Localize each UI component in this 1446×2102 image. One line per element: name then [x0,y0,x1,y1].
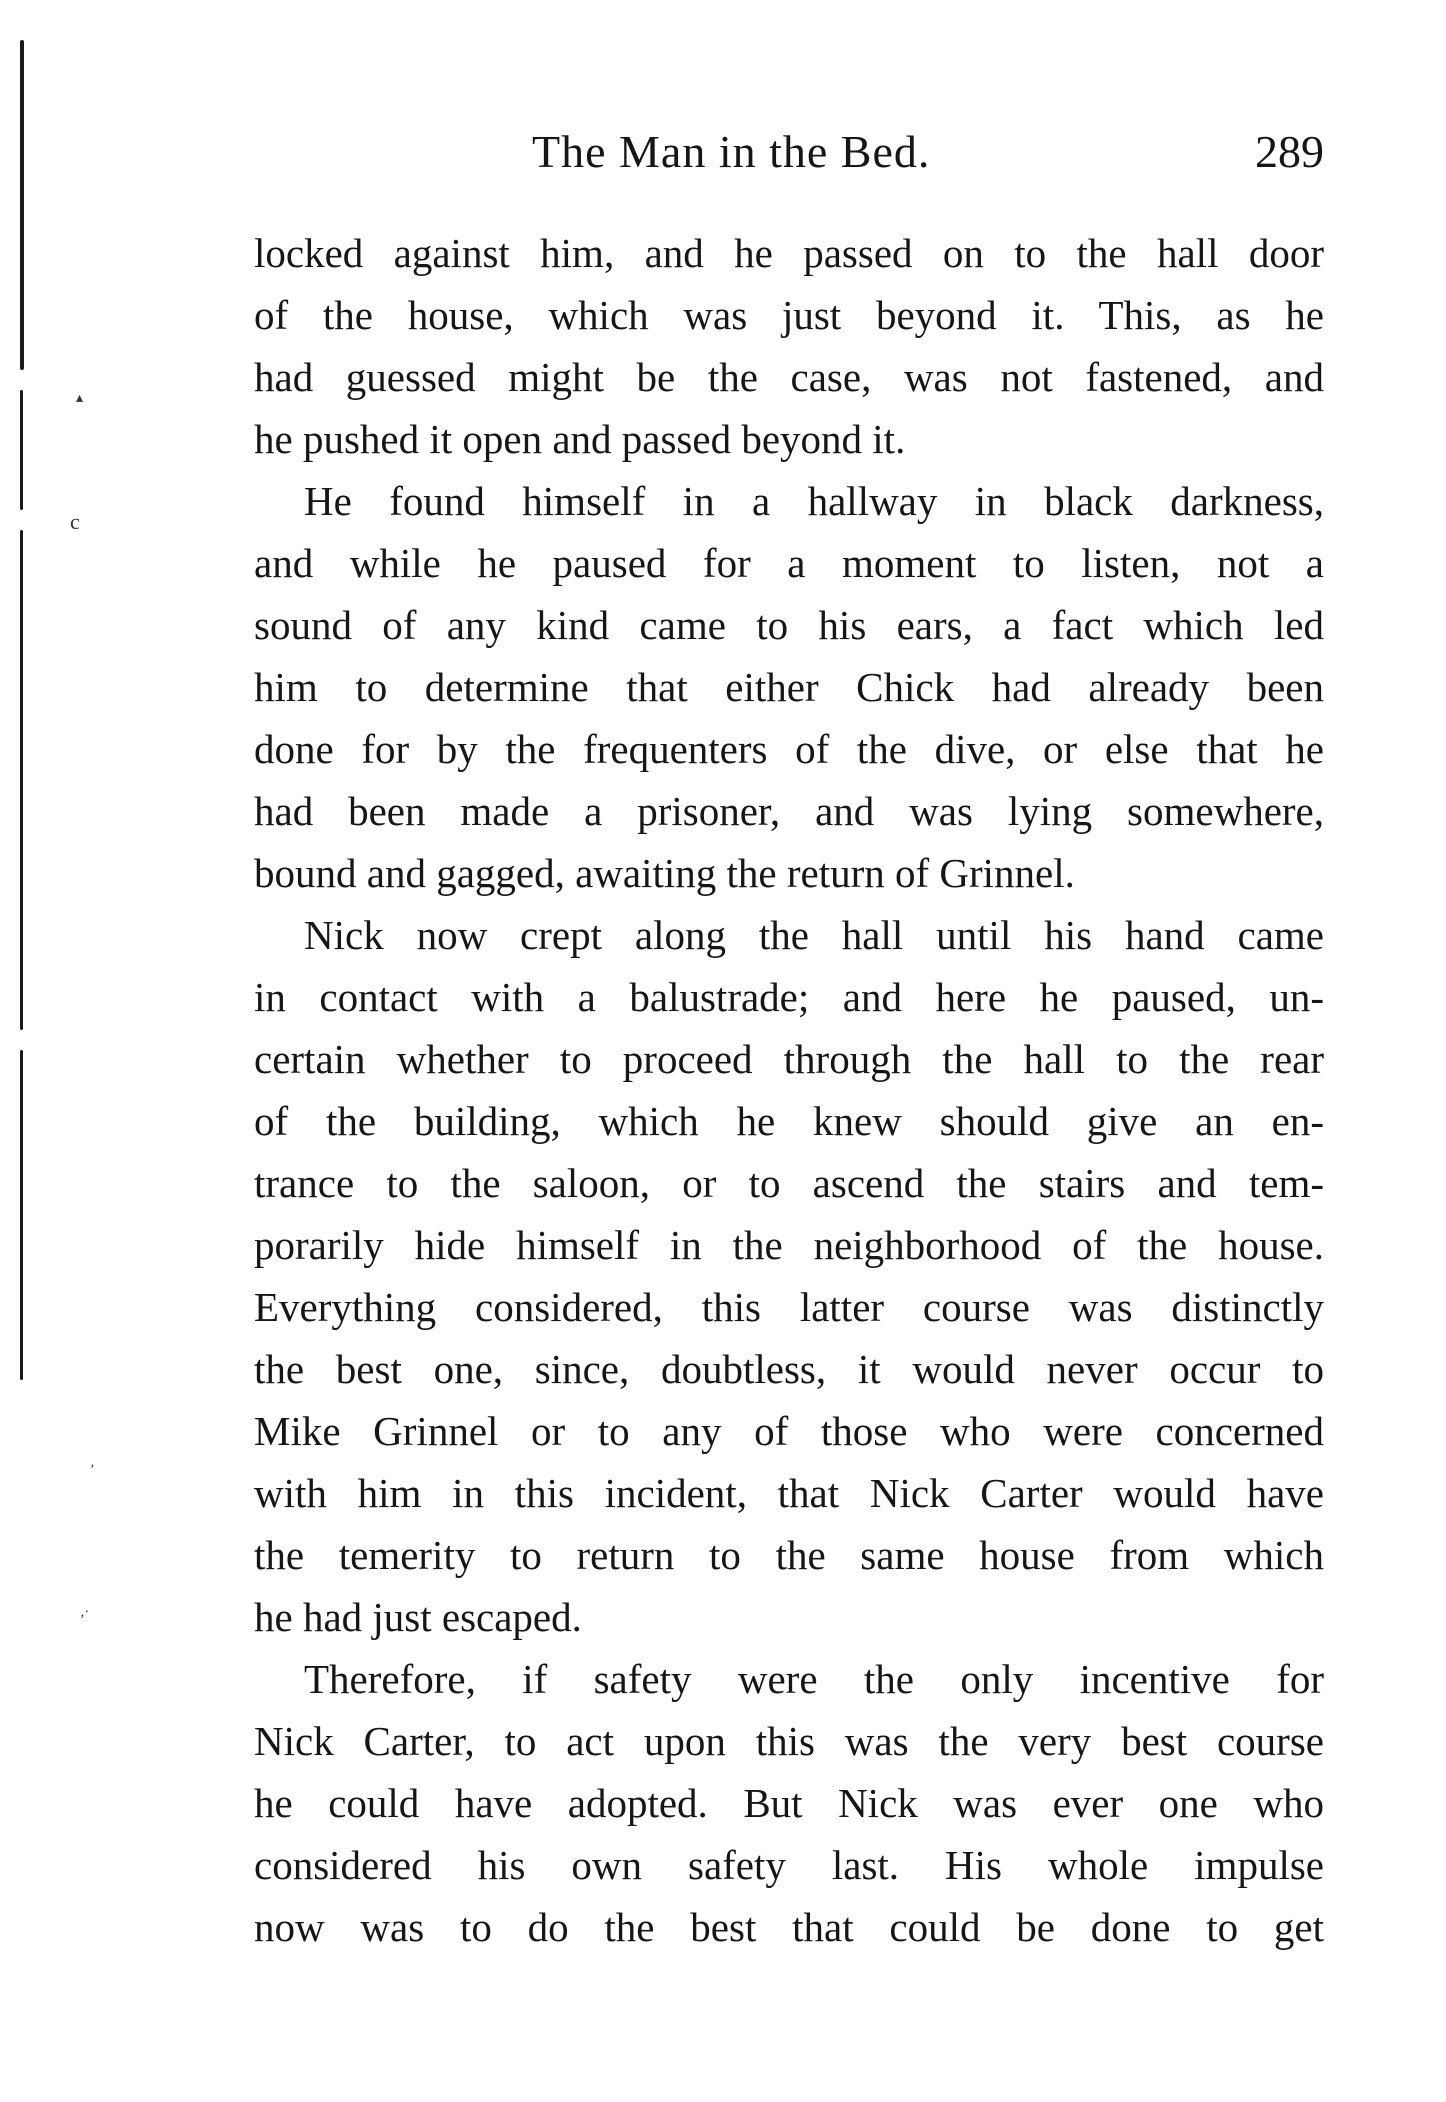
text-line: of the building, which he knew should give an en- [254,1098,1324,1144]
text-line: sound of any kind came to his ears, a fact which led [254,602,1324,648]
text-line: had been made a prisoner, and was lying somewhere, [254,788,1324,834]
scan-speck: ▴ [76,391,84,406]
text-line: He found himself in a hallway in black darkness, [304,478,1324,524]
page-header [254,125,1324,195]
paragraph [254,470,1324,904]
text-line: he pushed it open and passed beyond it. [254,416,906,462]
text-line: he could have adopted. But Nick was ever one who [254,1780,1324,1826]
text-line: bound and gagged, awaiting the return of Grinnel. [254,850,1075,896]
page-number: 289 [1255,126,1324,177]
paragraph [254,904,1324,1648]
scan-speck: c [70,509,80,534]
scan-gutter-shadow [14,40,30,1380]
scan-speck: ‚ [90,1455,95,1470]
text-line: Mike Grinnel or to any of those who were concerned [254,1408,1324,1454]
text-line: now was to do the best that could be done to get [254,1904,1324,1950]
paragraph [254,1648,1324,1958]
text-line: and while he paused for a moment to listen, not a [254,540,1324,586]
running-title: The Man in the Bed. [532,126,931,177]
text-line: Nick Carter, to act upon this was the very best course [254,1718,1324,1764]
text-line: Nick now crept along the hall until his hand came [304,912,1324,958]
text-line: with him in this incident, that Nick Carter would have [254,1470,1324,1516]
text-line: of the house, which was just beyond it. This, as he [254,292,1324,338]
text-line: the best one, since, doubtless, it would never occur to [254,1346,1324,1392]
text-line: locked against him, and he passed on to the hall door [254,230,1324,276]
text-line: Everything considered, this latter course was distinctly [254,1284,1324,1330]
text-line: him to determine that either Chick had already been [254,664,1324,710]
scan-speck: ‚· [80,1605,90,1620]
text-line: he had just escaped. [254,1594,582,1640]
text-line: Therefore, if safety were the only incentive for [304,1656,1324,1702]
text-line: certain whether to proceed through the hall to the rear [254,1036,1324,1082]
body-text [254,222,1324,1958]
paragraph [254,222,1324,470]
text-line: considered his own safety last. His whole impulse [254,1842,1324,1888]
text-line: had guessed might be the case, was not fastened, and [254,354,1324,400]
text-line: the temerity to return to the same house from which [254,1532,1324,1578]
text-line: done for by the frequenters of the dive, or else that he [254,726,1324,772]
text-line: porarily hide himself in the neighborhood of the house. [254,1222,1324,1268]
text-line: trance to the saloon, or to ascend the stairs and tem- [254,1160,1324,1206]
text-line: in contact with a balustrade; and here he paused, un- [254,974,1324,1020]
